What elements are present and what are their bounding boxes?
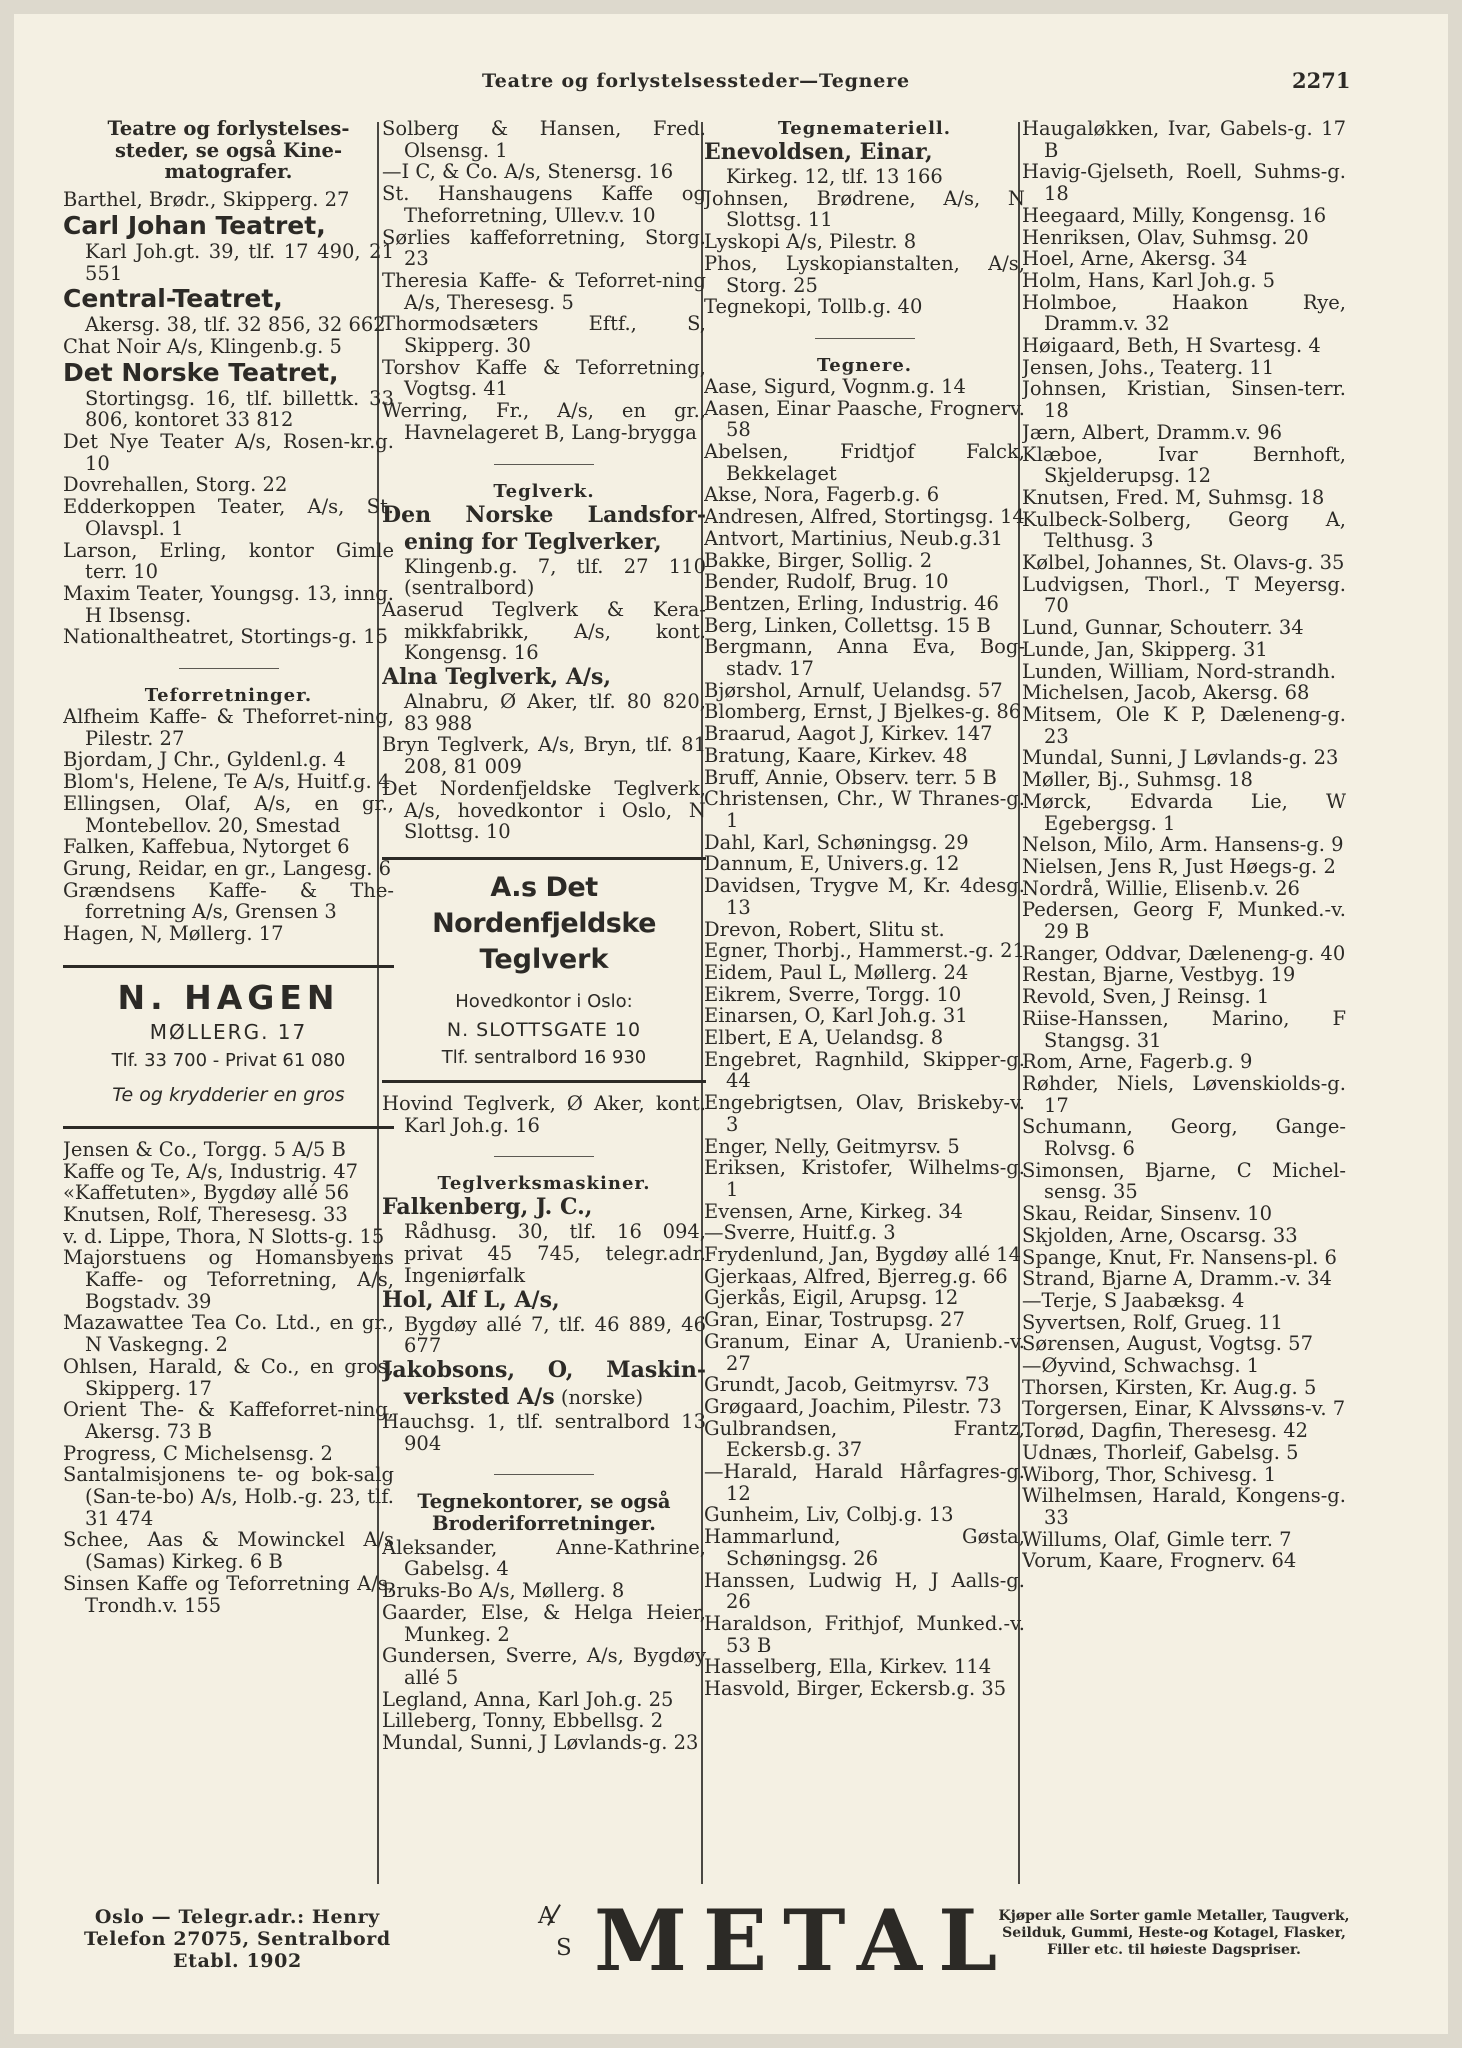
ad-address: MØLLERG. 17 [149,1019,308,1044]
entry [382,1194,706,1286]
entry-note: (norske) [554,1385,644,1409]
entry: Mørck, Edvarda Lie, W Egebergsg. 1 [1022,789,1346,835]
entry: Gunheim, Liv, Colbj.g. 13 [704,1503,954,1527]
entry: Wiborg, Thor, Schivesg. 1 [1022,1462,1277,1486]
entry: Engebret, Ragnhild, Skipper-g. 44 [704,1047,1025,1093]
entry-name: Hol, Alf L, A/s, [382,1286,560,1313]
entry: Bender, Rudolf, Brug. 10 [704,570,949,594]
ad-company-name-line2: Teglverk [479,943,609,975]
entry: Ludvigsen, Thorl., T Meyersg. 70 [1022,572,1346,618]
entry: Havig-Gjelseth, Roell, Suhms-g. 18 [1022,160,1346,206]
entry: Aaserud Teglverk & Kera-mikkfabrikk, A/s, kont. Kongensg. 16 [382,597,706,665]
entry: Heegaard, Milly, Kongensg. 16 [1022,203,1327,227]
entry: Evensen, Arne, Kirkeg. 34 [704,1199,963,1223]
entry: Nationaltheatret, Stortings-g. 15 [63,625,389,649]
ad-company-name: N. HAGEN [117,977,340,1017]
entry: Egner, Thorbj., Hammerst.-g. 21 [704,939,1025,963]
entry: Hovind Teglverk, Ø Aker, kont. Karl Joh.g. 16 [382,1091,706,1137]
entry: Grøgaard, Joachim, Pilestr. 73 [704,1394,1002,1418]
entry: Tegnekopi, Tollb.g. 40 [704,295,923,319]
separator-rule [179,668,279,669]
entry: Eikrem, Sverre, Torgg. 10 [704,982,962,1006]
entry: Hasvold, Birger, Eckersb.g. 35 [704,1677,1007,1701]
entry: Majorstuens og Homansbyens Kaffe- og Teforretning, A/s, Bogstadv. 39 [63,1246,394,1313]
entry: Mitsem, Ole K P, Dæleneng-g. 23 [1022,702,1346,748]
entry: Strand, Bjarne A, Dramm.-v. 34 [1022,1267,1332,1291]
entry: Gundersen, Sverre, A/s, Bygdøy allé 5 [382,1644,706,1689]
entry: Falken, Kaffebua, Nytorget 6 [63,835,350,859]
ad-slogan: Te og krydderier en gros [112,1083,345,1106]
ad-phone: Tlf. sentralbord 16 930 [441,1046,647,1068]
entry: Braarud, Aagot J, Kirkev. 147 [704,722,993,746]
page-number: 2271 [1292,68,1351,93]
section-heading-tegnere: Tegnere. [816,354,913,376]
entry: Knutsen, Fred. M, Suhmsg. 18 [1022,485,1325,509]
entry: Sørlies kaffeforretning, Storg. 23 [382,225,706,271]
column-3 [704,118,1025,1886]
separator-rule [815,338,915,339]
entry-name: Den Norske Landsfor-ening for Teglverker, [382,501,706,555]
entry-name: Alna Teglverk, A/s, [382,664,612,691]
entry: Thormodsæters Eftf., S, Skipperg. 30 [382,312,706,358]
directory-page [14,14,1448,2034]
entry-name: Det Norske Teatret, [63,357,339,387]
entry: Lunde, Jan, Skipperg. 31 [1022,637,1268,661]
entry: Nelson, Milo, Arm. Hansens-g. 9 [1022,833,1344,857]
section-heading-tegnekontorer: Tegnekontorer, se også Broderiforretninger. [417,1490,671,1536]
entry: —Harald, Harald Hårfagres-g. 12 [704,1460,1025,1505]
entry-address: Hauchsg. 1, tlf. sentralbord 13 904 [382,1409,706,1455]
section-heading-tegnemateriell: Tegnemateriell. [777,118,952,139]
column-1 [63,118,394,1886]
entry: Dannum, E, Univers.g. 12 [704,852,960,876]
entry: Restan, Bjarne, Vestbyg. 19 [1022,963,1296,987]
entry: Kaffe og Te, A/s, Industrig. 47 [63,1159,359,1183]
entry: Enger, Nelly, Geitmyrsv. 5 [704,1134,960,1158]
entry: Kølbel, Johannes, St. Olavs-g. 35 [1022,551,1345,575]
entry: Aasen, Einar Paasche, Frognerv. 58 [704,396,1025,442]
entry: «Kaffetuten», Bygdøy allé 56 [63,1181,350,1205]
entry: Legland, Anna, Karl Joh.g. 25 [382,1687,674,1711]
entry: Theresia Kaffe- & Teforret-ning A/s, Theresesg. 5 [382,268,706,314]
section-heading-teglverk: Teglverk. [493,480,595,502]
section-heading-teforretninger: Teforretninger. [144,685,313,707]
entry: v. d. Lippe, Thora, N Slotts-g. 15 [63,1224,385,1248]
entry: Hagen, N, Møllerg. 17 [63,922,284,946]
entry: Hammarlund, Gøsta, Schøningsg. 26 [704,1525,1025,1570]
ad-company-name: A.s Det Nordenfjeldske [432,871,656,939]
entry: Gjerkaas, Alfred, Bjerreg.g. 66 [704,1264,1008,1288]
entry: Skjolden, Arne, Oscarsg. 33 [1022,1223,1298,1247]
entry: —Øyvind, Schwachsg. 1 [1022,1354,1260,1378]
entry: Michelsen, Jacob, Akersg. 68 [1022,681,1310,705]
entry: Santalmisjonens te- og bok-salg (San-te-bo) A/s, Holb.-g. 23, tlf. 31 474 [63,1463,394,1530]
entry: Lund, Gunnar, Schouterr. 34 [1022,616,1304,640]
entry-address: Alnabru, Ø Aker, tlf. 80 820, 83 988 [404,690,706,735]
ad-company-name: METAL [594,1891,1014,1990]
entry: Progress, C Michelsensg. 2 [63,1441,333,1465]
entry: Antvort, Martinius, Neub.g.31 [704,526,1003,550]
entry: Edderkoppen Teater, A/s, St. Olavspl. 1 [63,495,394,540]
separator-rule [494,1156,594,1157]
entry: Grundt, Jacob, Geitmyrsv. 73 [704,1373,990,1397]
entry: Holmboe, Haakon Rye, Dramm.v. 32 [1022,290,1346,336]
entry: Andresen, Alfred, Stortingsg. 14 [704,505,1025,529]
entry: Grung, Reidar, en gr., Langesg. 6 [63,856,392,880]
entry: Bergmann, Anna Eva, Bog-stadv. 17 [704,635,1025,681]
entry: Christensen, Chr., W Thranes-g. 1 [704,787,1025,832]
entry: Larson, Erling, kontor Gimle terr. 10 [63,538,394,584]
entry: Klæboe, Ivar Bernhoft, Skjelderupsg. 12 [1022,442,1346,488]
entry: Maxim Teater, Youngsg. 13, inng. H Ibsensg. [63,581,394,627]
entry: Gran, Einar, Tostrupsg. 27 [704,1308,965,1332]
entry: Orient The- & Kaffeforret-ning, Akersg. 73 B [63,1398,394,1443]
entry: Holm, Hans, Karl Joh.g. 5 [1022,268,1276,292]
entry: Grændsens Kaffe- & The-forretning A/s, Grensen 3 [63,878,394,924]
entry: —I C, & Co. A/s, Stenersg. 16 [382,160,674,184]
entry [704,139,1025,188]
entry: Eidem, Paul L, Møllerg. 24 [704,960,969,984]
entry: Røhder, Niels, Løvenskiolds-g. 17 [1022,1071,1346,1117]
entry: Kulbeck-Solberg, Georg A, Telthusg. 3 [1022,507,1346,553]
entry: Det Nordenfjeldske Teglverk, A/s, hovedkontor i Oslo, N Slottsg. 10 [382,776,706,844]
entry-name: Central-Teatret, [63,284,283,314]
entry: Sørensen, August, Vogtsg. 57 [1022,1332,1313,1356]
entry: Høigaard, Beth, H Svartesg. 4 [1022,334,1321,358]
entry: Akse, Nora, Fagerb.g. 6 [704,483,940,507]
entry: Blomberg, Ernst, J Bjelkes-g. 86 [704,700,1022,724]
entry: Blom's, Helene, Te A/s, Huitf.g. 4 [63,770,391,794]
entry: Schee, Aas & Mowinckel A/s (Samas) Kirkeg. 6 B [63,1528,394,1574]
entry: Simonsen, Bjarne, C Michel-sensg. 35 [1022,1158,1346,1204]
ad-address: N. SLOTTSGATE 10 [446,1018,642,1041]
ad-phone: Tlf. 33 700 - Privat 61 080 [111,1049,346,1071]
entry: Haugaløkken, Ivar, Gabels-g. 17 B [1022,118,1346,162]
entry: Skau, Reidar, Sinsenv. 10 [1022,1202,1273,1226]
entry: Udnæs, Thorleif, Gabelsg. 5 [1022,1440,1299,1464]
entry: Spange, Knut, Fr. Nansens-pl. 6 [1022,1245,1337,1269]
entry: Syvertsen, Rolf, Grueg. 11 [1022,1310,1283,1334]
entry [382,502,706,599]
entry-name: Jakobsons, O, Maskin-verksted A/s [382,1356,706,1410]
entry: Werring, Fr., A/s, en gr., Havnelageret B, Lang-brygga [382,399,706,444]
ad-telegram-address: Oslo — Telegr.adr.: Henry [94,1906,380,1928]
entry: —Terje, S Jaabæksg. 4 [1022,1288,1245,1312]
entry: Granum, Einar A, Uranienb.-v. 27 [704,1329,1025,1375]
entry: Sinsen Kaffe og Teforretning A/s, Trondh.v. 155 [63,1571,394,1617]
entry [382,1287,706,1357]
entry: Ohlsen, Harald, & Co., en gros, Skipperg. 17 [63,1354,394,1400]
section-heading-teatre: Teatre og forlystelses-steder, se også Kine-matografer. [107,118,350,184]
entry: Jensen, Johs., Teaterg. 11 [1022,355,1275,379]
page-title: Teatre og forlystelsessteder—Tegnere [482,70,910,92]
entry: Alfheim Kaffe- & Theforret-ning, Pilestr. 27 [63,705,394,750]
column-2 [382,118,706,1886]
ad-office: Hovedkontor i Oslo: [455,990,633,1012]
entry: Drevon, Robert, Slitu st. [704,917,945,941]
entry-address: Bygdøy allé 7, tlf. 46 889, 46 677 [404,1312,706,1358]
entry: Frydenlund, Jan, Bygdøy allé 14 [704,1243,1021,1267]
entry: Willums, Olaf, Gimle terr. 7 [1022,1527,1292,1551]
entry: Dahl, Karl, Schøningsg. 29 [704,830,969,854]
entry: Møller, Bj., Suhmsg. 18 [1022,768,1253,792]
entry: Davidsen, Trygve M, Kr. 4desg. 13 [704,874,1025,919]
entry: Hanssen, Ludwig H, J Aalls-g. 26 [704,1568,1025,1614]
entry: Bjørshol, Arnulf, Uelandsg. 57 [704,678,1003,702]
entry: Eriksen, Kristofer, Wilhelms-g. 1 [704,1156,1025,1201]
column-4 [1022,118,1346,1886]
entry: Aleksander, Anne-Kathrine, Gabelsg. 4 [382,1535,706,1581]
entry: Vorum, Kaare, Frognerv. 64 [1022,1549,1297,1573]
entry: Gjerkås, Eigil, Arupsg. 12 [704,1286,959,1310]
tegnere-list-continued [1022,118,1346,1572]
entry: Aase, Sigurd, Vognm.g. 14 [704,374,966,398]
ad-contact-block [84,1906,391,1972]
separator-rule [494,464,594,465]
entry: Johnsen, Kristian, Sinsen-terr. 18 [1022,377,1346,423]
entry: Elbert, E A, Uelandsg. 8 [704,1026,944,1050]
entry: Torshov Kaffe & Teforretning, Vogtsg. 41 [382,355,706,401]
entry: Engebrigtsen, Olav, Briskeby-v. 3 [704,1091,1025,1136]
entry: St. Hanshaugens Kaffe og Theforretning, Ullev.v. 10 [382,182,706,227]
entry: Haraldson, Frithjof, Munked.-v. 53 B [704,1612,1025,1657]
running-head [14,70,1448,100]
entry: Revold, Sven, J Reinsg. 1 [1022,985,1270,1009]
entry: Det Nye Teater A/s, Rosen-kr.g. 10 [63,430,394,475]
entry: Bryn Teglverk, A/s, Bryn, tlf. 81 208, 81 009 [382,733,706,779]
entry: Nielsen, Jens R, Just Høegs-g. 2 [1022,854,1336,878]
entry: Knutsen, Rolf, Theresesg. 33 [63,1202,348,1226]
metal-advertisement [64,1891,1364,2000]
entry-address: Stortingsg. 16, tlf. billettk. 33 806, kontoret 33 812 [85,386,394,432]
entry: Jærn, Albert, Dramm.v. 96 [1022,420,1282,444]
ad-established: Etabl. 1902 [172,1950,302,1972]
entry: Mazawattee Tea Co. Ltd., en gr., N Vaskegng. 2 [63,1311,394,1357]
entry [382,664,706,734]
ad-phone: Telefon 27075, Sentralbord [84,1928,391,1950]
entry: Torød, Dagfin, Theresesg. 42 [1022,1419,1309,1443]
entry: Gaarder, Else, & Helga Heier, Munkeg. 2 [382,1600,706,1646]
entry-address: Kirkeg. 12, tlf. 13 166 [726,165,943,188]
entry: Gulbrandsen, Frantz, Eckersb.g. 37 [704,1416,1025,1462]
entry-name: Carl Johan Teatret, [63,210,326,240]
entry: Wilhelmsen, Harald, Kongens-g. 33 [1022,1484,1346,1529]
entry [63,284,394,336]
entry: —Sverre, Huitf.g. 3 [704,1221,896,1245]
entry: Schumann, Georg, Gange-Rolvsg. 6 [1022,1115,1346,1161]
entry: Bruks-Bo A/s, Møllerg. 8 [382,1579,625,1603]
entry: Mundal, Sunni, J Løvlands-g. 23 [382,1731,699,1755]
entry-address: Karl Joh.gt. 39, tlf. 17 490, 21 551 [85,239,394,285]
entry: Pedersen, Georg F, Munked.-v. 29 B [1022,898,1346,944]
tegnere-list [704,376,1025,1700]
entry: Abelsen, Fridtjof Falck, Bekkelaget [704,440,1025,485]
ad-as-letter-a: A [538,1903,555,1929]
entry-address: Akersg. 38, tlf. 32 856, 32 662 [85,313,386,337]
entry: Barthel, Brødr., Skipperg. 27 [63,188,350,212]
entry: Bruff, Annie, Observ. terr. 5 B [704,765,997,789]
section-heading-teglverksmaskiner: Teglverksmaskiner. [437,1173,651,1195]
ad-description: Kjøper alle Sorter gamle Metaller, Taugverk, Seilduk, Gummi, Heste-og Kotagel, Flasker, Filler etc. til høieste Dagspriser. [998,1908,1350,1958]
entry: Phos, Lyskopianstalten, A/s, Storg. 25 [704,251,1025,297]
entry: Ranger, Oddvar, Dæleneng-g. 40 [1022,941,1346,965]
ad-as-letter-s: S [556,1935,572,1961]
entry: Ellingsen, Olaf, A/s, en gr., Montebellov. 20, Smestad [63,791,394,837]
entry-name: Falkenberg, J. C., [382,1194,593,1221]
entry: Berg, Linken, Collettsg. 15 B [704,613,991,637]
entry: Bratung, Kaare, Kirkev. 48 [704,743,968,767]
entry: Solberg & Hansen, Fred. Olsensg. 1 [382,118,706,162]
teglverk-advertisement [382,857,706,1083]
entry: Einarsen, O, Karl Joh.g. 31 [704,1004,968,1028]
entry: Thorsen, Kirsten, Kr. Aug.g. 5 [1022,1375,1317,1399]
entry: Torgersen, Einar, K Alvssøns-v. 7 [1022,1397,1346,1421]
entry: Bakke, Birger, Sollig. 2 [704,548,933,572]
entry: Nordrå, Willie, Elisenb.v. 26 [1022,876,1300,900]
entry: Dovrehallen, Storg. 22 [63,473,288,497]
entry: Hasselberg, Ella, Kirkev. 114 [704,1655,992,1679]
entry: Mundal, Sunni, J Løvlands-g. 23 [1022,746,1339,770]
entry: Chat Noir A/s, Klingenb.g. 5 [63,334,342,358]
entry-address: Rådhusg. 30, tlf. 16 094, privat 45 745, telegr.adr. Ingeniørfalk [404,1220,706,1287]
entry [63,211,394,284]
entry: Henriksen, Olav, Suhmsg. 20 [1022,225,1309,249]
entry: Johnsen, Brødrene, A/s, N Slottsg. 11 [704,186,1025,232]
entry: Bentzen, Erling, Industrig. 46 [704,591,999,615]
entry: Riise-Hanssen, Marino, F Stangsg. 31 [1022,1006,1346,1052]
entry: Lyskopi A/s, Pilestr. 8 [704,230,917,254]
entry-name: Enevoldsen, Einar, [704,139,933,165]
entry: Hoel, Arne, Akersg. 34 [1022,247,1248,271]
hagen-advertisement [63,965,394,1129]
entry-address: Klingenb.g. 7, tlf. 27 110 (sentralbord) [404,554,706,600]
separator-rule [494,1474,594,1475]
entry: Jensen & Co., Torgg. 5 A/5 B [63,1137,346,1161]
entry [63,358,394,431]
entry: Lilleberg, Tonny, Ebbellsg. 2 [382,1709,664,1733]
entry [382,1357,706,1454]
entry: Rom, Arne, Fagerb.g. 9 [1022,1050,1253,1074]
entry: Bjordam, J Chr., Gyldenl.g. 4 [63,748,346,772]
entry: Lunden, William, Nord-strandh. [1022,659,1336,683]
